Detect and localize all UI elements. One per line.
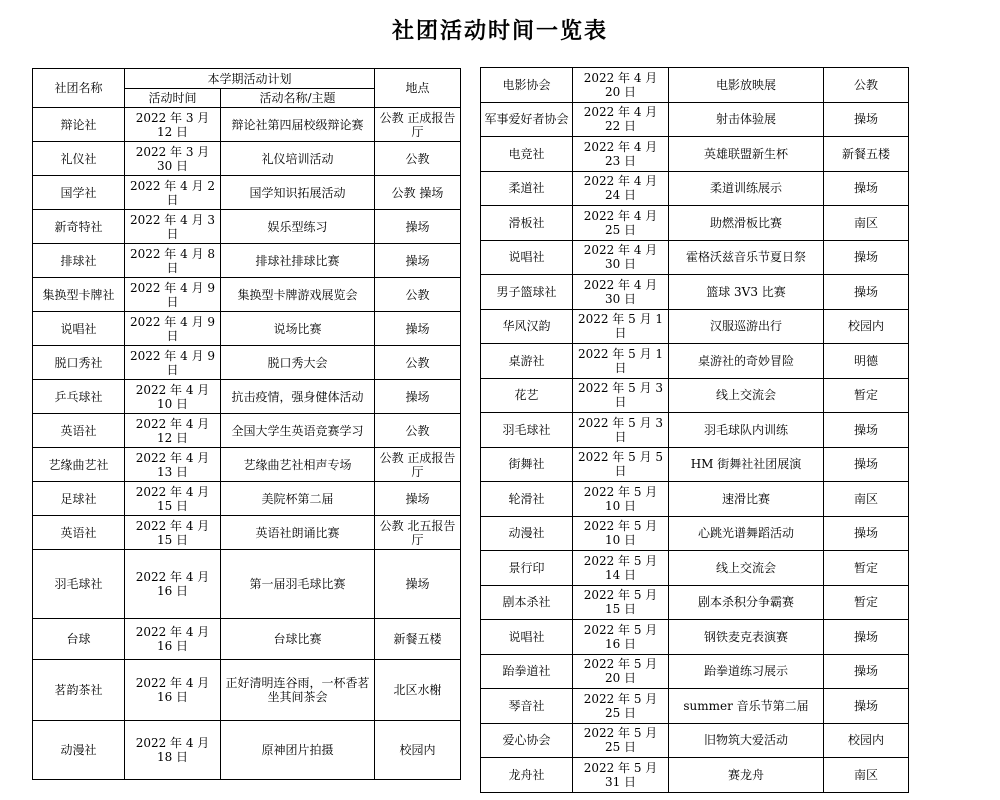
activity-name-cell: 线上交流会 — [669, 551, 824, 586]
club-name-cell: 军事爱好者协会 — [481, 102, 573, 137]
header-activity-time: 活动时间 — [125, 89, 221, 108]
club-name-cell: 礼仪社 — [33, 142, 125, 176]
table-row — [481, 206, 909, 241]
club-name-cell: 说唱社 — [481, 240, 573, 275]
club-name-cell: 脱口秀社 — [33, 346, 125, 380]
club-name-cell: 新奇特社 — [33, 210, 125, 244]
club-name-cell: 羽毛球社 — [481, 413, 573, 448]
club-name-cell: 柔道社 — [481, 171, 573, 206]
club-name-cell: 英语社 — [33, 516, 125, 550]
table-row — [33, 721, 461, 780]
table-row — [481, 585, 909, 620]
table-row — [481, 309, 909, 344]
table-row — [33, 176, 461, 210]
activity-name-cell: summer 音乐节第二届 — [669, 689, 824, 724]
club-name-cell: 龙舟社 — [481, 758, 573, 793]
club-name-cell: 羽毛球社 — [33, 550, 125, 619]
club-name-cell: 国学社 — [33, 176, 125, 210]
activity-name-cell: 排球社排球比赛 — [221, 244, 375, 278]
place-cell: 明德 — [824, 344, 909, 379]
table-row — [481, 689, 909, 724]
activity-date-cell: 2022 年 5 月 3 日 — [573, 413, 669, 448]
place-cell: 操场 — [375, 312, 461, 346]
place-cell: 南区 — [824, 482, 909, 517]
activity-name-cell: 跆拳道练习展示 — [669, 654, 824, 689]
activity-name-cell: 全国大学生英语竞赛学习 — [221, 414, 375, 448]
club-name-cell: 电竞社 — [481, 137, 573, 172]
activity-date-cell: 2022 年 5 月 5 日 — [573, 447, 669, 482]
activity-name-cell: 第一届羽毛球比赛 — [221, 550, 375, 619]
table-row — [33, 380, 461, 414]
table-row — [481, 102, 909, 137]
activity-name-cell: 辩论社第四届校级辩论赛 — [221, 108, 375, 142]
activity-date-cell: 2022 年 4 月 23 日 — [573, 137, 669, 172]
club-name-cell: 景行印 — [481, 551, 573, 586]
table-row — [481, 344, 909, 379]
activity-date-cell: 2022 年 4 月 30 日 — [573, 275, 669, 310]
activity-name-cell: 旧物筑大爱活动 — [669, 723, 824, 758]
place-cell: 操场 — [375, 210, 461, 244]
activity-date-cell: 2022 年 4 月 3 日 — [125, 210, 221, 244]
club-name-cell: 剧本杀社 — [481, 585, 573, 620]
activity-name-cell: 霍格沃兹音乐节夏日祭 — [669, 240, 824, 275]
activity-date-cell: 2022 年 4 月 9 日 — [125, 312, 221, 346]
place-cell: 新餐五楼 — [824, 137, 909, 172]
club-name-cell: 说唱社 — [481, 620, 573, 655]
place-cell: 公教 — [824, 68, 909, 103]
schedule-table-right — [480, 67, 909, 793]
table-row — [33, 550, 461, 619]
activity-date-cell: 2022 年 4 月 18 日 — [125, 721, 221, 780]
place-cell: 操场 — [824, 171, 909, 206]
table-row — [481, 551, 909, 586]
activity-date-cell: 2022 年 5 月 10 日 — [573, 516, 669, 551]
activity-name-cell: 艺缘曲艺社相声专场 — [221, 448, 375, 482]
club-name-cell: 跆拳道社 — [481, 654, 573, 689]
club-name-cell: 街舞社 — [481, 447, 573, 482]
club-name-cell: 动漫社 — [481, 516, 573, 551]
place-cell: 公教 — [375, 142, 461, 176]
activity-name-cell: 赛龙舟 — [669, 758, 824, 793]
table-row — [33, 619, 461, 660]
table-row — [481, 723, 909, 758]
table-row — [33, 108, 461, 142]
activity-name-cell: 电影放映展 — [669, 68, 824, 103]
place-cell: 北区水榭 — [375, 660, 461, 721]
table-row — [481, 378, 909, 413]
activity-date-cell: 2022 年 5 月 10 日 — [573, 482, 669, 517]
place-cell: 公教 正成报告厅 — [375, 448, 461, 482]
activity-date-cell: 2022 年 4 月 15 日 — [125, 516, 221, 550]
activity-date-cell: 2022 年 4 月 9 日 — [125, 278, 221, 312]
schedule-table-left — [32, 68, 461, 780]
club-name-cell: 集换型卡牌社 — [33, 278, 125, 312]
activity-name-cell: 英雄联盟新生杯 — [669, 137, 824, 172]
header-club-name: 社团名称 — [33, 69, 125, 108]
activity-date-cell: 2022 年 4 月 16 日 — [125, 550, 221, 619]
club-name-cell: 电影协会 — [481, 68, 573, 103]
club-name-cell: 乒乓球社 — [33, 380, 125, 414]
left-table-body — [33, 108, 461, 780]
place-cell: 新餐五楼 — [375, 619, 461, 660]
place-cell: 南区 — [824, 206, 909, 241]
table-row — [481, 240, 909, 275]
club-name-cell: 艺缘曲艺社 — [33, 448, 125, 482]
club-name-cell: 说唱社 — [33, 312, 125, 346]
activity-date-cell: 2022 年 5 月 25 日 — [573, 689, 669, 724]
activity-date-cell: 2022 年 3 月 12 日 — [125, 108, 221, 142]
activity-name-cell: 脱口秀大会 — [221, 346, 375, 380]
activity-date-cell: 2022 年 4 月 2 日 — [125, 176, 221, 210]
place-cell: 操场 — [375, 380, 461, 414]
activity-date-cell: 2022 年 4 月 22 日 — [573, 102, 669, 137]
activity-date-cell: 2022 年 5 月 3 日 — [573, 378, 669, 413]
table-row — [481, 275, 909, 310]
activity-date-cell: 2022 年 5 月 31 日 — [573, 758, 669, 793]
club-name-cell: 轮滑社 — [481, 482, 573, 517]
place-cell: 操场 — [824, 654, 909, 689]
page-title: 社团活动时间一览表 — [391, 19, 608, 44]
club-name-cell: 台球 — [33, 619, 125, 660]
place-cell: 操场 — [824, 516, 909, 551]
club-name-cell: 足球社 — [33, 482, 125, 516]
table-row — [33, 448, 461, 482]
activity-name-cell: 羽毛球队内训练 — [669, 413, 824, 448]
place-cell: 公教 — [375, 278, 461, 312]
activity-name-cell: 桌游社的奇妙冒险 — [669, 344, 824, 379]
activity-name-cell: 台球比赛 — [221, 619, 375, 660]
activity-name-cell: 心跳光谱舞蹈活动 — [669, 516, 824, 551]
table-row — [481, 171, 909, 206]
table-row — [33, 482, 461, 516]
header-activity-plan: 本学期活动计划 — [125, 69, 375, 89]
place-cell: 校园内 — [375, 721, 461, 780]
activity-name-cell: 美院杯第二届 — [221, 482, 375, 516]
table-row — [33, 414, 461, 448]
table-row — [481, 68, 909, 103]
club-name-cell: 华风汉韵 — [481, 309, 573, 344]
place-cell: 操场 — [824, 413, 909, 448]
place-cell: 暂定 — [824, 585, 909, 620]
place-cell: 公教 操场 — [375, 176, 461, 210]
activity-name-cell: 正好清明连谷雨，一杯香茗坐其间茶会 — [221, 660, 375, 721]
activity-date-cell: 2022 年 3 月 30 日 — [125, 142, 221, 176]
place-cell: 操场 — [375, 550, 461, 619]
club-name-cell: 英语社 — [33, 414, 125, 448]
table-row — [481, 620, 909, 655]
activity-date-cell: 2022 年 4 月 16 日 — [125, 619, 221, 660]
activity-date-cell: 2022 年 4 月 30 日 — [573, 240, 669, 275]
activity-name-cell: 抗击疫情，强身健体活动 — [221, 380, 375, 414]
activity-name-cell: 汉服巡游出行 — [669, 309, 824, 344]
activity-name-cell: 说场比赛 — [221, 312, 375, 346]
activity-name-cell: 助燃滑板比赛 — [669, 206, 824, 241]
header-activity-name: 活动名称/主题 — [221, 89, 375, 108]
club-name-cell: 琴音社 — [481, 689, 573, 724]
activity-name-cell: 柔道训练展示 — [669, 171, 824, 206]
activity-name-cell: 射击体验展 — [669, 102, 824, 137]
activity-name-cell: 篮球 3V3 比赛 — [669, 275, 824, 310]
activity-date-cell: 2022 年 4 月 9 日 — [125, 346, 221, 380]
activity-name-cell: 原神团片拍摄 — [221, 721, 375, 780]
activity-date-cell: 2022 年 5 月 20 日 — [573, 654, 669, 689]
place-cell: 操场 — [824, 689, 909, 724]
table-row — [481, 447, 909, 482]
activity-date-cell: 2022 年 4 月 24 日 — [573, 171, 669, 206]
place-cell: 校园内 — [824, 723, 909, 758]
place-cell: 操场 — [375, 482, 461, 516]
place-cell: 暂定 — [824, 378, 909, 413]
place-cell: 操场 — [824, 275, 909, 310]
table-row — [481, 413, 909, 448]
club-name-cell: 爱心协会 — [481, 723, 573, 758]
activity-name-cell: 线上交流会 — [669, 378, 824, 413]
activity-date-cell: 2022 年 4 月 20 日 — [573, 68, 669, 103]
place-cell: 公教 北五报告厅 — [375, 516, 461, 550]
place-cell: 公教 — [375, 346, 461, 380]
activity-name-cell: 娱乐型练习 — [221, 210, 375, 244]
activity-date-cell: 2022 年 5 月 1 日 — [573, 309, 669, 344]
place-cell: 校园内 — [824, 309, 909, 344]
header-place: 地点 — [375, 69, 461, 108]
club-name-cell: 桌游社 — [481, 344, 573, 379]
activity-name-cell: 礼仪培训活动 — [221, 142, 375, 176]
club-name-cell: 动漫社 — [33, 721, 125, 780]
table-row — [481, 654, 909, 689]
activity-date-cell: 2022 年 4 月 10 日 — [125, 380, 221, 414]
activity-date-cell: 2022 年 4 月 8 日 — [125, 244, 221, 278]
right-table-body — [481, 68, 909, 793]
activity-name-cell: 剧本杀积分争霸赛 — [669, 585, 824, 620]
table-row — [33, 516, 461, 550]
place-cell: 公教 — [375, 414, 461, 448]
club-name-cell: 滑板社 — [481, 206, 573, 241]
place-cell: 操场 — [824, 102, 909, 137]
activity-date-cell: 2022 年 5 月 1 日 — [573, 344, 669, 379]
club-name-cell: 排球社 — [33, 244, 125, 278]
table-row — [33, 210, 461, 244]
table-row — [33, 312, 461, 346]
activity-date-cell: 2022 年 4 月 15 日 — [125, 482, 221, 516]
activity-date-cell: 2022 年 4 月 13 日 — [125, 448, 221, 482]
club-name-cell: 辩论社 — [33, 108, 125, 142]
place-cell: 操场 — [824, 620, 909, 655]
activity-name-cell: 钢铁麦克表演赛 — [669, 620, 824, 655]
activity-date-cell: 2022 年 5 月 14 日 — [573, 551, 669, 586]
table-row — [481, 482, 909, 517]
table-row — [33, 244, 461, 278]
table-row — [481, 758, 909, 793]
table-row — [33, 142, 461, 176]
place-cell: 暂定 — [824, 551, 909, 586]
activity-date-cell: 2022 年 4 月 25 日 — [573, 206, 669, 241]
table-row — [33, 660, 461, 721]
activity-date-cell: 2022 年 5 月 25 日 — [573, 723, 669, 758]
activity-date-cell: 2022 年 5 月 15 日 — [573, 585, 669, 620]
activity-name-cell: HM 街舞社社团展演 — [669, 447, 824, 482]
activity-name-cell: 国学知识拓展活动 — [221, 176, 375, 210]
club-name-cell: 茗韵茶社 — [33, 660, 125, 721]
table-row — [481, 137, 909, 172]
place-cell: 操场 — [824, 447, 909, 482]
activity-name-cell: 英语社朗诵比赛 — [221, 516, 375, 550]
table-row — [33, 346, 461, 380]
activity-name-cell: 集换型卡牌游戏展览会 — [221, 278, 375, 312]
activity-date-cell: 2022 年 4 月 12 日 — [125, 414, 221, 448]
activity-date-cell: 2022 年 5 月 16 日 — [573, 620, 669, 655]
club-name-cell: 花艺 — [481, 378, 573, 413]
table-row — [33, 278, 461, 312]
place-cell: 公教 正成报告厅 — [375, 108, 461, 142]
place-cell: 操场 — [824, 240, 909, 275]
place-cell: 南区 — [824, 758, 909, 793]
club-name-cell: 男子篮球社 — [481, 275, 573, 310]
table-row — [481, 516, 909, 551]
place-cell: 操场 — [375, 244, 461, 278]
activity-name-cell: 速滑比赛 — [669, 482, 824, 517]
activity-date-cell: 2022 年 4 月 16 日 — [125, 660, 221, 721]
